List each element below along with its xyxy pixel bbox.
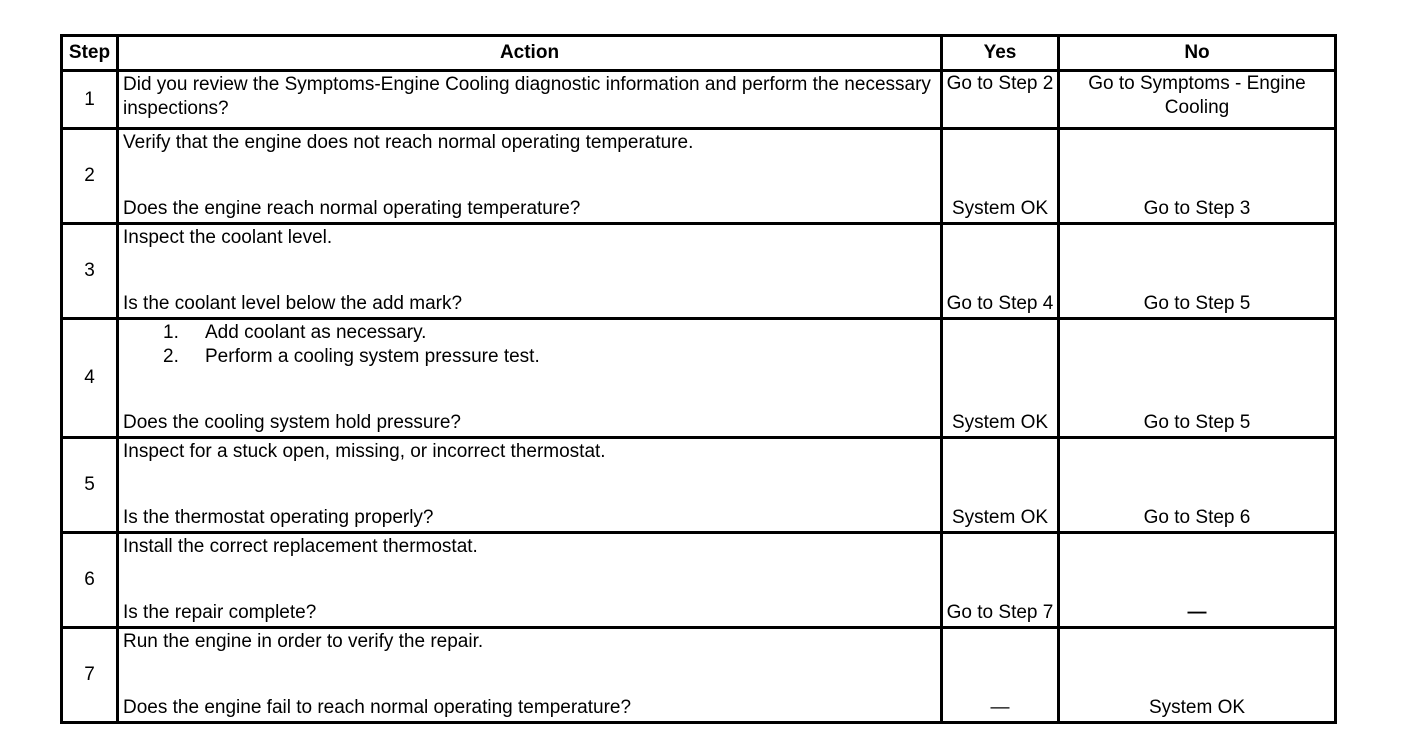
action-text: Verify that the engine does not reach normal operating temperature.: [123, 132, 694, 153]
header-step: Step: [62, 36, 118, 71]
action-question: Is the thermostat operating properly?: [123, 507, 434, 528]
table-row: [62, 129, 1336, 224]
action-question: Does the engine reach normal operating temperature?: [123, 198, 581, 219]
header-no: No: [1059, 36, 1336, 71]
step-number: 4: [62, 319, 118, 438]
no-text: Go to Symptoms - Engine Cooling: [1088, 73, 1306, 118]
action-cell: [118, 438, 942, 533]
no-text: Go to Step 3: [1143, 198, 1251, 219]
yes-cell: [942, 129, 1059, 224]
action-text: Inspect the coolant level.: [123, 227, 333, 248]
action-cell: [118, 628, 942, 723]
substep-number: 2.: [163, 346, 179, 367]
header-yes: Yes: [942, 36, 1059, 71]
yes-cell: [942, 71, 1059, 129]
substep-number: 1.: [163, 322, 179, 343]
step-number: 5: [62, 438, 118, 533]
no-cell: [1059, 533, 1336, 628]
action-cell: [118, 224, 942, 319]
yes-cell: [942, 224, 1059, 319]
substep-text: Add coolant as necessary.: [205, 322, 427, 343]
yes-cell: [942, 533, 1059, 628]
diagnostic-table: [60, 34, 1337, 724]
substep-list: [123, 321, 936, 369]
step-number: 7: [62, 628, 118, 723]
action-text: Install the correct replacement thermostat.: [123, 536, 478, 557]
header-action: Action: [118, 36, 942, 71]
action-question: Is the coolant level below the add mark?: [123, 293, 463, 314]
no-text: System OK: [1148, 697, 1246, 718]
yes-text: System OK: [951, 507, 1049, 528]
table-row: [62, 438, 1336, 533]
action-question: Does the cooling system hold pressure?: [123, 412, 461, 433]
table-row: [62, 533, 1336, 628]
yes-text: —: [990, 697, 1010, 718]
action-cell: [118, 129, 942, 224]
table-row: [62, 628, 1336, 723]
header-row: [62, 36, 1336, 71]
list-item: [163, 345, 936, 369]
yes-cell: [942, 319, 1059, 438]
action-question: Is the repair complete?: [123, 602, 317, 623]
action-text: Inspect for a stuck open, missing, or incorrect thermostat.: [123, 441, 606, 462]
action-cell: [118, 319, 942, 438]
step-number: 6: [62, 533, 118, 628]
no-cell: [1059, 628, 1336, 723]
yes-text: Go to Step 2: [946, 73, 1054, 94]
no-cell: [1059, 71, 1336, 129]
action-cell: [118, 71, 942, 129]
no-text: —: [1187, 602, 1207, 623]
action-text: Run the engine in order to verify the repair.: [123, 631, 484, 652]
table-row: [62, 319, 1336, 438]
no-cell: [1059, 224, 1336, 319]
yes-text: System OK: [951, 412, 1049, 433]
yes-text: Go to Step 4: [946, 293, 1054, 314]
yes-text: Go to Step 7: [946, 602, 1054, 623]
yes-cell: [942, 628, 1059, 723]
action-cell: [118, 533, 942, 628]
no-cell: [1059, 129, 1336, 224]
yes-text: System OK: [951, 198, 1049, 219]
list-item: [163, 321, 936, 345]
step-number: 1: [62, 71, 118, 129]
substep-text: Perform a cooling system pressure test.: [205, 346, 540, 367]
step-number: 3: [62, 224, 118, 319]
step-number: 2: [62, 129, 118, 224]
table-row: [62, 224, 1336, 319]
table-row: [62, 71, 1336, 129]
no-text: Go to Step 5: [1143, 412, 1251, 433]
no-text: Go to Step 6: [1143, 507, 1251, 528]
no-text: Go to Step 5: [1143, 293, 1251, 314]
no-cell: [1059, 438, 1336, 533]
action-question: Does the engine fail to reach normal operating temperature?: [123, 697, 632, 718]
yes-cell: [942, 438, 1059, 533]
action-text: Did you review the Symptoms-Engine Cooling diagnostic information and perform the necessary inspections?: [123, 74, 931, 119]
no-cell: [1059, 319, 1336, 438]
